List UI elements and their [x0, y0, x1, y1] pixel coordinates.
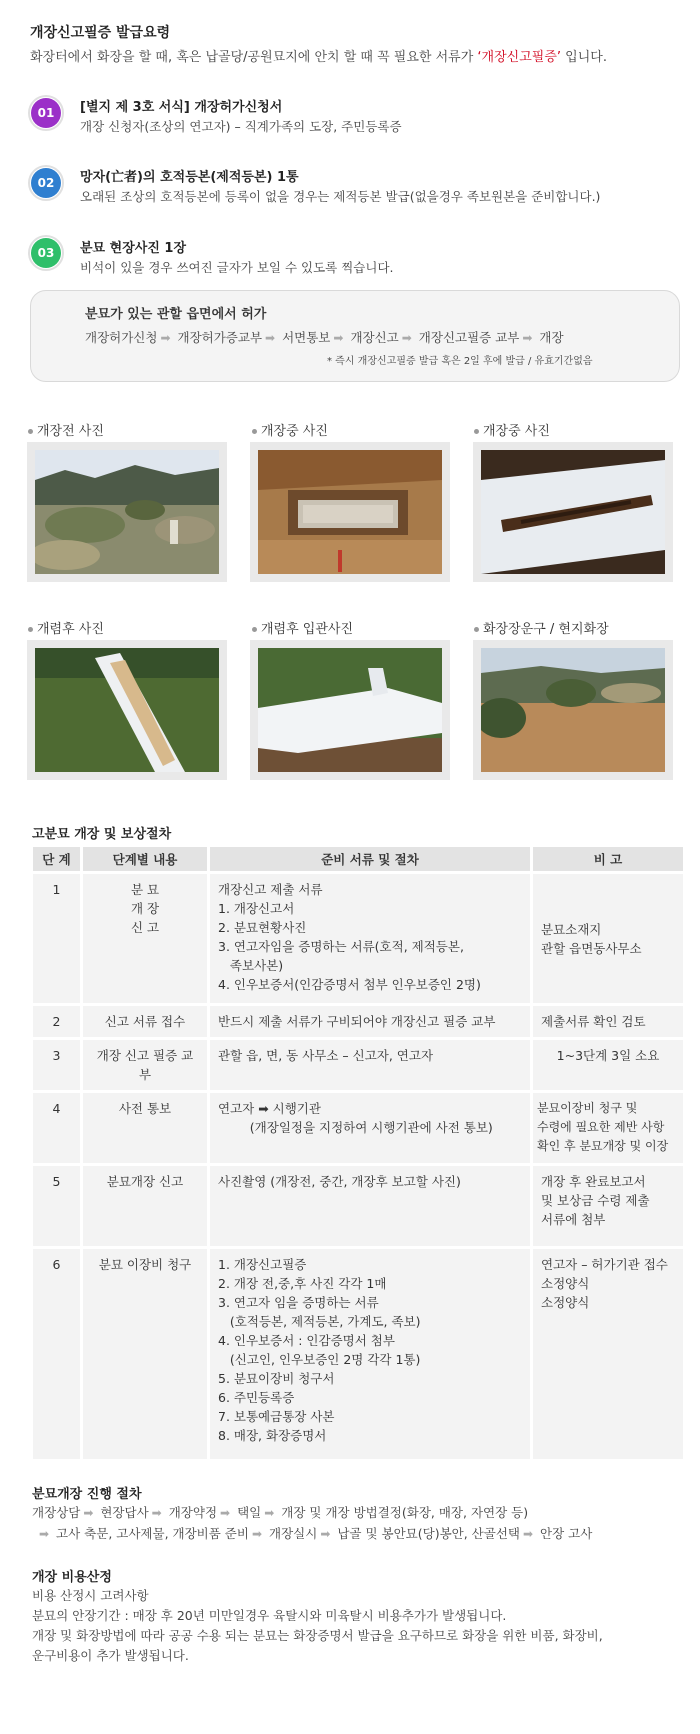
arrow-right-icon: ➡ — [522, 1527, 534, 1541]
cell-step: 5 — [33, 1166, 80, 1246]
arrow-right-icon: ➡ — [522, 331, 533, 345]
column-header: 단계별 내용 — [83, 847, 207, 871]
cell-docs: 사진촬영 (개장전, 중간, 개장후 보고할 사진) — [210, 1166, 530, 1246]
step-02 — [28, 165, 64, 201]
cost-line: 개장 및 화장방법에 따라 공공 수용 되는 분묘는 화장증명서 발급을 요구하므로 화장을 위한 비품, 화장비, — [32, 1628, 603, 1643]
cost-line: 운구비용이 추가 발생됩니다. — [32, 1648, 189, 1663]
photo-label: 개장중 사진 — [252, 420, 328, 439]
table-row — [33, 1166, 683, 1246]
photo-label: 개장전 사진 — [28, 420, 104, 439]
cell-step: 6 — [33, 1249, 80, 1459]
cell-docs: 반드시 제출 서류가 구비되어야 개장신고 필증 교부 — [210, 1006, 530, 1037]
cell-content: 사전 통보 — [83, 1093, 207, 1163]
arrow-right-icon: ➡ — [251, 1527, 263, 1541]
step-desc: 비석이 있을 경우 쓰여진 글자가 보일 수 있도록 찍습니다. — [80, 260, 394, 275]
cell-note: 분묘소재지 관할 읍면동사무소 — [533, 874, 683, 1003]
cell-content: 개장 신고 필증 교부 — [83, 1040, 207, 1090]
process-title: 분묘가 있는 관할 읍면에서 허가 — [85, 307, 267, 322]
cell-content: 신고 서류 접수 — [83, 1006, 207, 1037]
arrow-right-icon: ➡ — [160, 331, 171, 345]
cost-title: 개장 비용산정 — [32, 1570, 112, 1585]
page-title: 개장신고필증 발급요령 — [30, 25, 171, 41]
cell-note: 분묘이장비 청구 및 수령에 필요한 제반 사항 확인 후 분묘개장 및 이장 — [533, 1093, 683, 1163]
step-title: 망자(亡者)의 호적등본(제적등본) 1통 — [80, 170, 299, 185]
photo-before-exhumation — [27, 442, 227, 582]
cost-line: 분묘의 안장기간 : 매장 후 20년 미만일경우 육탈시와 미육탈시 비용추가가 발생됩니다. — [32, 1608, 507, 1623]
arrow-right-icon: ➡ — [83, 1506, 94, 1520]
photo-label: 화장장운구 / 현지화장 — [474, 618, 609, 637]
step-number-badge: 03 — [28, 235, 64, 271]
photo-cremation-site — [473, 640, 673, 780]
intro-highlight: ‘개장신고필증’ — [477, 50, 562, 65]
bullet-icon — [28, 429, 33, 434]
photo-after-shrouding — [27, 640, 227, 780]
table-row — [33, 1006, 683, 1037]
bullet-icon — [474, 429, 479, 434]
arrow-right-icon: ➡ — [265, 331, 276, 345]
process-flow: 개장허가신청 ➡ 개장허가증교부 ➡ 서면통보 ➡ 개장신고 ➡ 개장신고필증 교부 ➡ 개장 — [85, 330, 564, 345]
cell-content: 분묘개장 신고 — [83, 1166, 207, 1246]
step-number-badge: 01 — [28, 95, 64, 131]
cell-note: 연고자 – 허가기관 접수 소정양식 소정양식 — [533, 1249, 683, 1459]
bullet-icon — [28, 627, 33, 632]
cell-note: 제출서류 확인 검토 — [533, 1006, 683, 1037]
bullet-icon — [252, 429, 257, 434]
photo-during-exhumation-2 — [473, 442, 673, 582]
progress-line-1: 개장상담 ➡ 현장답사 ➡ 개장약정 ➡ 택일 ➡ 개장 및 개장 방법결정(화장, 매장, 자연장 등) — [32, 1505, 529, 1520]
progress-title: 분묘개장 진행 절차 — [32, 1487, 142, 1502]
bullet-icon — [252, 627, 257, 632]
progress-line-2: ➡ 고사 축문, 고사제물, 개장비품 준비 ➡ 개장실시 ➡ 납골 및 봉안묘(당)봉안, 산골선택 ➡ 안장 고사 — [39, 1526, 593, 1541]
cell-step: 3 — [33, 1040, 80, 1090]
table-row — [33, 874, 683, 1003]
cell-note: 개장 후 완료보고서 및 보상금 수령 제출 서류에 첨부 — [533, 1166, 683, 1246]
step-01 — [28, 95, 64, 131]
arrow-right-icon: ➡ — [220, 1506, 231, 1520]
process-note: * 즉시 개장신고필증 발급 혹은 2일 후에 발급 / 유효기간없음 — [327, 356, 593, 367]
intro-text: 화장터에서 화장을 할 때, 혹은 납골당/공원묘지에 안치 할 때 꼭 필요한 서류가 ‘개장신고필증’ 입니다. — [30, 50, 607, 65]
step-number-badge: 02 — [28, 165, 64, 201]
table-header-row — [33, 847, 683, 871]
table-title: 고분묘 개장 및 보상절차 — [32, 827, 172, 842]
photo-during-exhumation-1 — [250, 442, 450, 582]
photo-label: 개장중 사진 — [474, 420, 550, 439]
step-title: 분묘 현장사진 1장 — [80, 241, 187, 256]
table-row — [33, 1093, 683, 1163]
arrow-right-icon: ➡ — [333, 331, 344, 345]
table-row — [33, 1249, 683, 1459]
cell-docs: 개장신고 제출 서류 1. 개장신고서 2. 분묘현황사진 3. 연고자임을 증명하는 서류(호적, 제적등본, 족보사본) 4. 인우보증서(인감증명서 첨부 인우보증인 2명) — [210, 874, 530, 1003]
column-header: 준비 서류 및 절차 — [210, 847, 530, 871]
arrow-right-icon: ➡ — [320, 1527, 331, 1541]
step-desc: 오래된 조상의 호적등본에 등록이 없을 경우는 제적등본 발급(없을경우 족보원본을 준비합니다.) — [80, 189, 601, 204]
cell-step: 2 — [33, 1006, 80, 1037]
arrow-right-icon: ➡ — [264, 1506, 275, 1520]
arrow-right-icon: ➡ — [401, 331, 412, 345]
cell-note: 1~3단계 3일 소요 — [533, 1040, 683, 1090]
arrow-right-icon: ➡ — [39, 1527, 50, 1541]
table-row — [33, 1040, 683, 1090]
procedure-table — [30, 844, 686, 1462]
photo-coffin-placement — [250, 640, 450, 780]
step-title: [별지 제 3호 서식] 개장허가신청서 — [80, 100, 283, 115]
cell-docs: 관할 읍, 면, 동 사무소 – 신고자, 연고자 — [210, 1040, 530, 1090]
photo-label: 개렴후 입관사진 — [252, 618, 353, 637]
step-desc: 개장 신청자(조상의 연고자) – 직계가족의 도장, 주민등록증 — [80, 119, 402, 134]
cell-docs: 연고자 ➡ 시행기관 (개장일정을 지정하여 시행기관에 사전 통보) — [210, 1093, 530, 1163]
photo-label: 개렴후 사진 — [28, 618, 104, 637]
bullet-icon — [474, 627, 479, 632]
cost-line: 비용 산정시 고려사항 — [32, 1588, 149, 1603]
step-03 — [28, 235, 64, 271]
column-header: 비 고 — [533, 847, 683, 871]
arrow-right-icon: ➡ — [151, 1506, 162, 1520]
cell-content: 분 묘 개 장 신 고 — [83, 874, 207, 1003]
column-header: 단 계 — [33, 847, 80, 871]
cell-docs: 1. 개장신고필증 2. 개장 전,중,후 사진 각각 1매 3. 연고자 임을 증명하는 서류 (호적등본, 제적등본, 가계도, 족보) 4. 인우보증서 : 인감증명서 첨부 (신고인, 인우보증인 2명 각각 1통) 5. 분묘이장비 청구서 6. 주민등록증 7. 보통예금통장 사본 8. 매장, 화장증명서 — [210, 1249, 530, 1459]
cell-step: 4 — [33, 1093, 80, 1163]
cell-step: 1 — [33, 874, 80, 1003]
cell-content: 분묘 이장비 청구 — [83, 1249, 207, 1459]
